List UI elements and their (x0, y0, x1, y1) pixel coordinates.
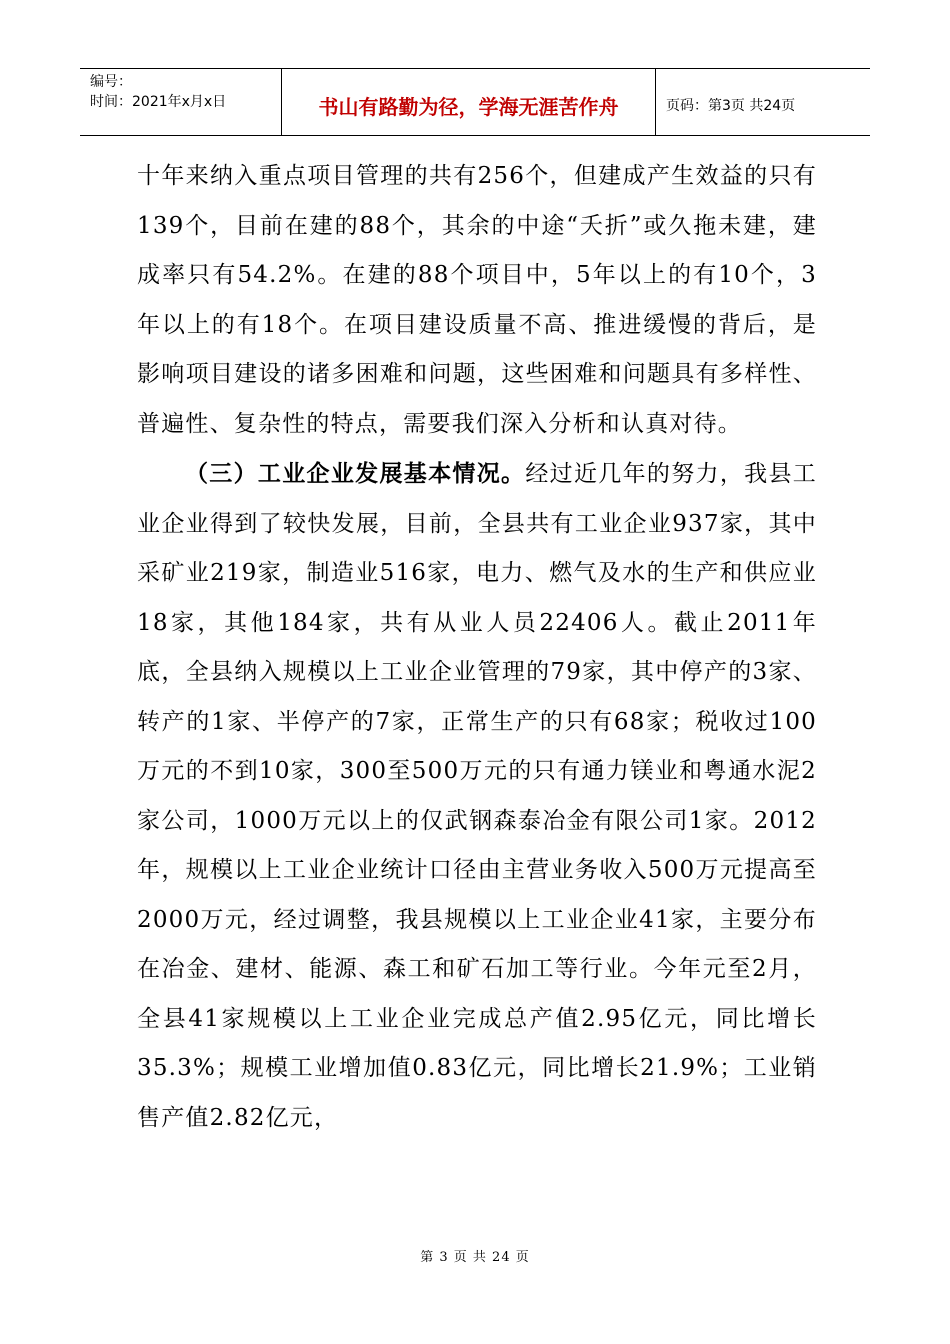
section-heading-industry: （三）工业企业发展基本情况。 (185, 460, 526, 487)
paragraph-industry-text: 经过近几年的努力，我县工业企业得到了较快发展，目前，全县共有工业企业937家，其中采矿业219家，制造业516家，电力、燃气及水的生产和供应业18家，其他184家，共有从业人员22406人。截止2011年底，全县纳入规模以上工业企业管理的79家，其中停产的3家、转产的1家、半停产的7家，正常生产的只有68家；税收过100万元的不到10家，300至500万元的只有通力镁业和粤通水泥2家公司，1000万元以上的仅武钢森泰冶金有限公司1家。2012年，规模以上工业企业统计口径由主营业务收入500万元提高至2000万元，经过调整，我县规模以上工业企业41家，主要分布在冶金、建材、能源、森工和矿石加工等行业。今年元至2月，全县41家规模以上工业企业完成总产值2.95亿元，同比增长35.3%；规模工业增加值0.83亿元，同比增长21.9%；工业销售产值2.82亿元， (137, 461, 817, 1131)
page-header (80, 68, 870, 136)
paragraph-projects: 十年来纳入重点项目管理的共有256个，但建成产生效益的只有139个，目前在建的88个，其余的中途“夭折”或久拖未建，建成率只有54.2%。在建的88个项目中，5年以上的有10个，3年以上的有18个。在项目建设质量不高、推进缓慢的背后，是影响项目建设的诸多困难和问题，这些困难和问题具有多样性、普遍性、复杂性的特点，需要我们深入分析和认真对待。 (137, 163, 817, 437)
header-page-info: 页码：第3页 共24页 (666, 98, 796, 114)
paragraph-industry (137, 449, 817, 1143)
document-time-label: 时间：2021年x月x日 (90, 94, 227, 110)
document-body (137, 152, 817, 1143)
document-code-label: 编号： (90, 74, 132, 90)
header-meta (80, 69, 282, 135)
page-footer: 第 3 页 共 24 页 (420, 1250, 530, 1265)
header-motto: 书山有路勤为径，学海无涯苦作舟 (282, 69, 656, 135)
